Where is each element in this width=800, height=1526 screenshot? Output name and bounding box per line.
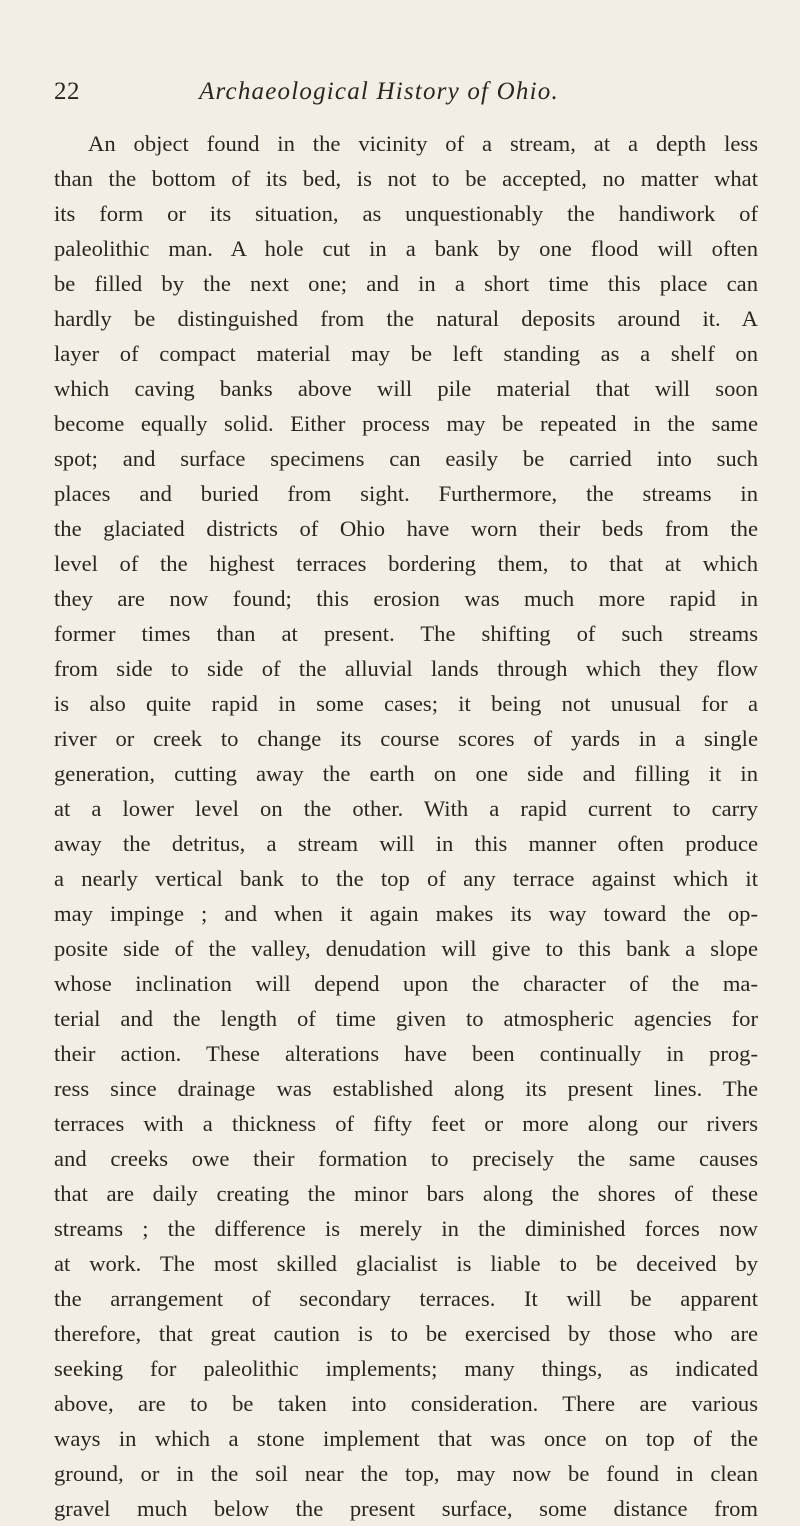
text-line: above, are to be taken into consideration. There are various (54, 1391, 758, 1416)
text-line: seeking for paleolithic implements; many things, as indicated (54, 1356, 758, 1381)
text-line: ground, or in the soil near the top, may now be found in clean (54, 1461, 758, 1486)
text-line: than the bottom of its bed, is not to be accepted, no matter what (54, 166, 758, 191)
text-line: posite side of the valley, denudation will give to this bank a slope (54, 936, 758, 961)
text-line: paleolithic man. A hole cut in a bank by one flood will often (54, 236, 758, 261)
text-line: a nearly vertical bank to the top of any terrace against which it (54, 866, 758, 891)
text-line: terial and the length of time given to atmospheric agencies for (54, 1006, 758, 1031)
text-line: generation, cutting away the earth on one side and filling it in (54, 761, 758, 786)
text-line: their action. These alterations have been continually in prog- (54, 1041, 758, 1066)
text-line: at a lower level on the other. With a rapid current to carry (54, 796, 758, 821)
text-line: ways in which a stone implement that was once on top of the (54, 1426, 758, 1451)
text-line: is also quite rapid in some cases; it being not unusual for a (54, 691, 758, 716)
text-line: which caving banks above will pile material that will soon (54, 376, 758, 401)
text-line: hardly be distinguished from the natural deposits around it. A (54, 306, 758, 331)
text-line: level of the highest terraces bordering them, to that at which (54, 551, 758, 576)
text-line: they are now found; this erosion was much more rapid in (54, 586, 758, 611)
text-line: at work. The most skilled glacialist is liable to be deceived by (54, 1251, 758, 1276)
text-line: ress since drainage was established along its present lines. The (54, 1076, 758, 1101)
page-number: 22 (54, 78, 80, 105)
text-line: therefore, that great caution is to be exercised by those who are (54, 1321, 758, 1346)
text-line: places and buried from sight. Furthermore, the streams in (54, 481, 758, 506)
text-line: spot; and surface specimens can easily be carried into such (54, 446, 758, 471)
text-line: may impinge ; and when it again makes its way toward the op- (54, 901, 758, 926)
text-line: layer of compact material may be left standing as a shelf on (54, 341, 758, 366)
page-header (54, 78, 704, 118)
text-line: An object found in the vicinity of a stream, at a depth less (88, 131, 758, 156)
text-line: from side to side of the alluvial lands through which they flow (54, 656, 758, 681)
text-line: that are daily creating the minor bars along the shores of these (54, 1181, 758, 1206)
text-line: its form or its situation, as unquestionably the handiwork of (54, 201, 758, 226)
running-title: Archaeological History of Ohio. (199, 78, 559, 105)
text-line: the glaciated districts of Ohio have worn their beds from the (54, 516, 758, 541)
text-line: former times than at present. The shifting of such streams (54, 621, 758, 646)
text-line: river or creek to change its course scores of yards in a single (54, 726, 758, 751)
text-line: become equally solid. Either process may be repeated in the same (54, 411, 758, 436)
body-paragraph (54, 126, 758, 1526)
text-line: be filled by the next one; and in a short time this place can (54, 271, 758, 296)
text-line: and creeks owe their formation to precisely the same causes (54, 1146, 758, 1171)
text-line: the arrangement of secondary terraces. It will be apparent (54, 1286, 758, 1311)
text-line: whose inclination will depend upon the character of the ma- (54, 971, 758, 996)
text-line: terraces with a thickness of fifty feet or more along our rivers (54, 1111, 758, 1136)
text-line: away the detritus, a stream will in this manner often produce (54, 831, 758, 856)
text-line: streams ; the difference is merely in the diminished forces now (54, 1216, 758, 1241)
text-line: gravel much below the present surface, some distance from (54, 1496, 758, 1521)
